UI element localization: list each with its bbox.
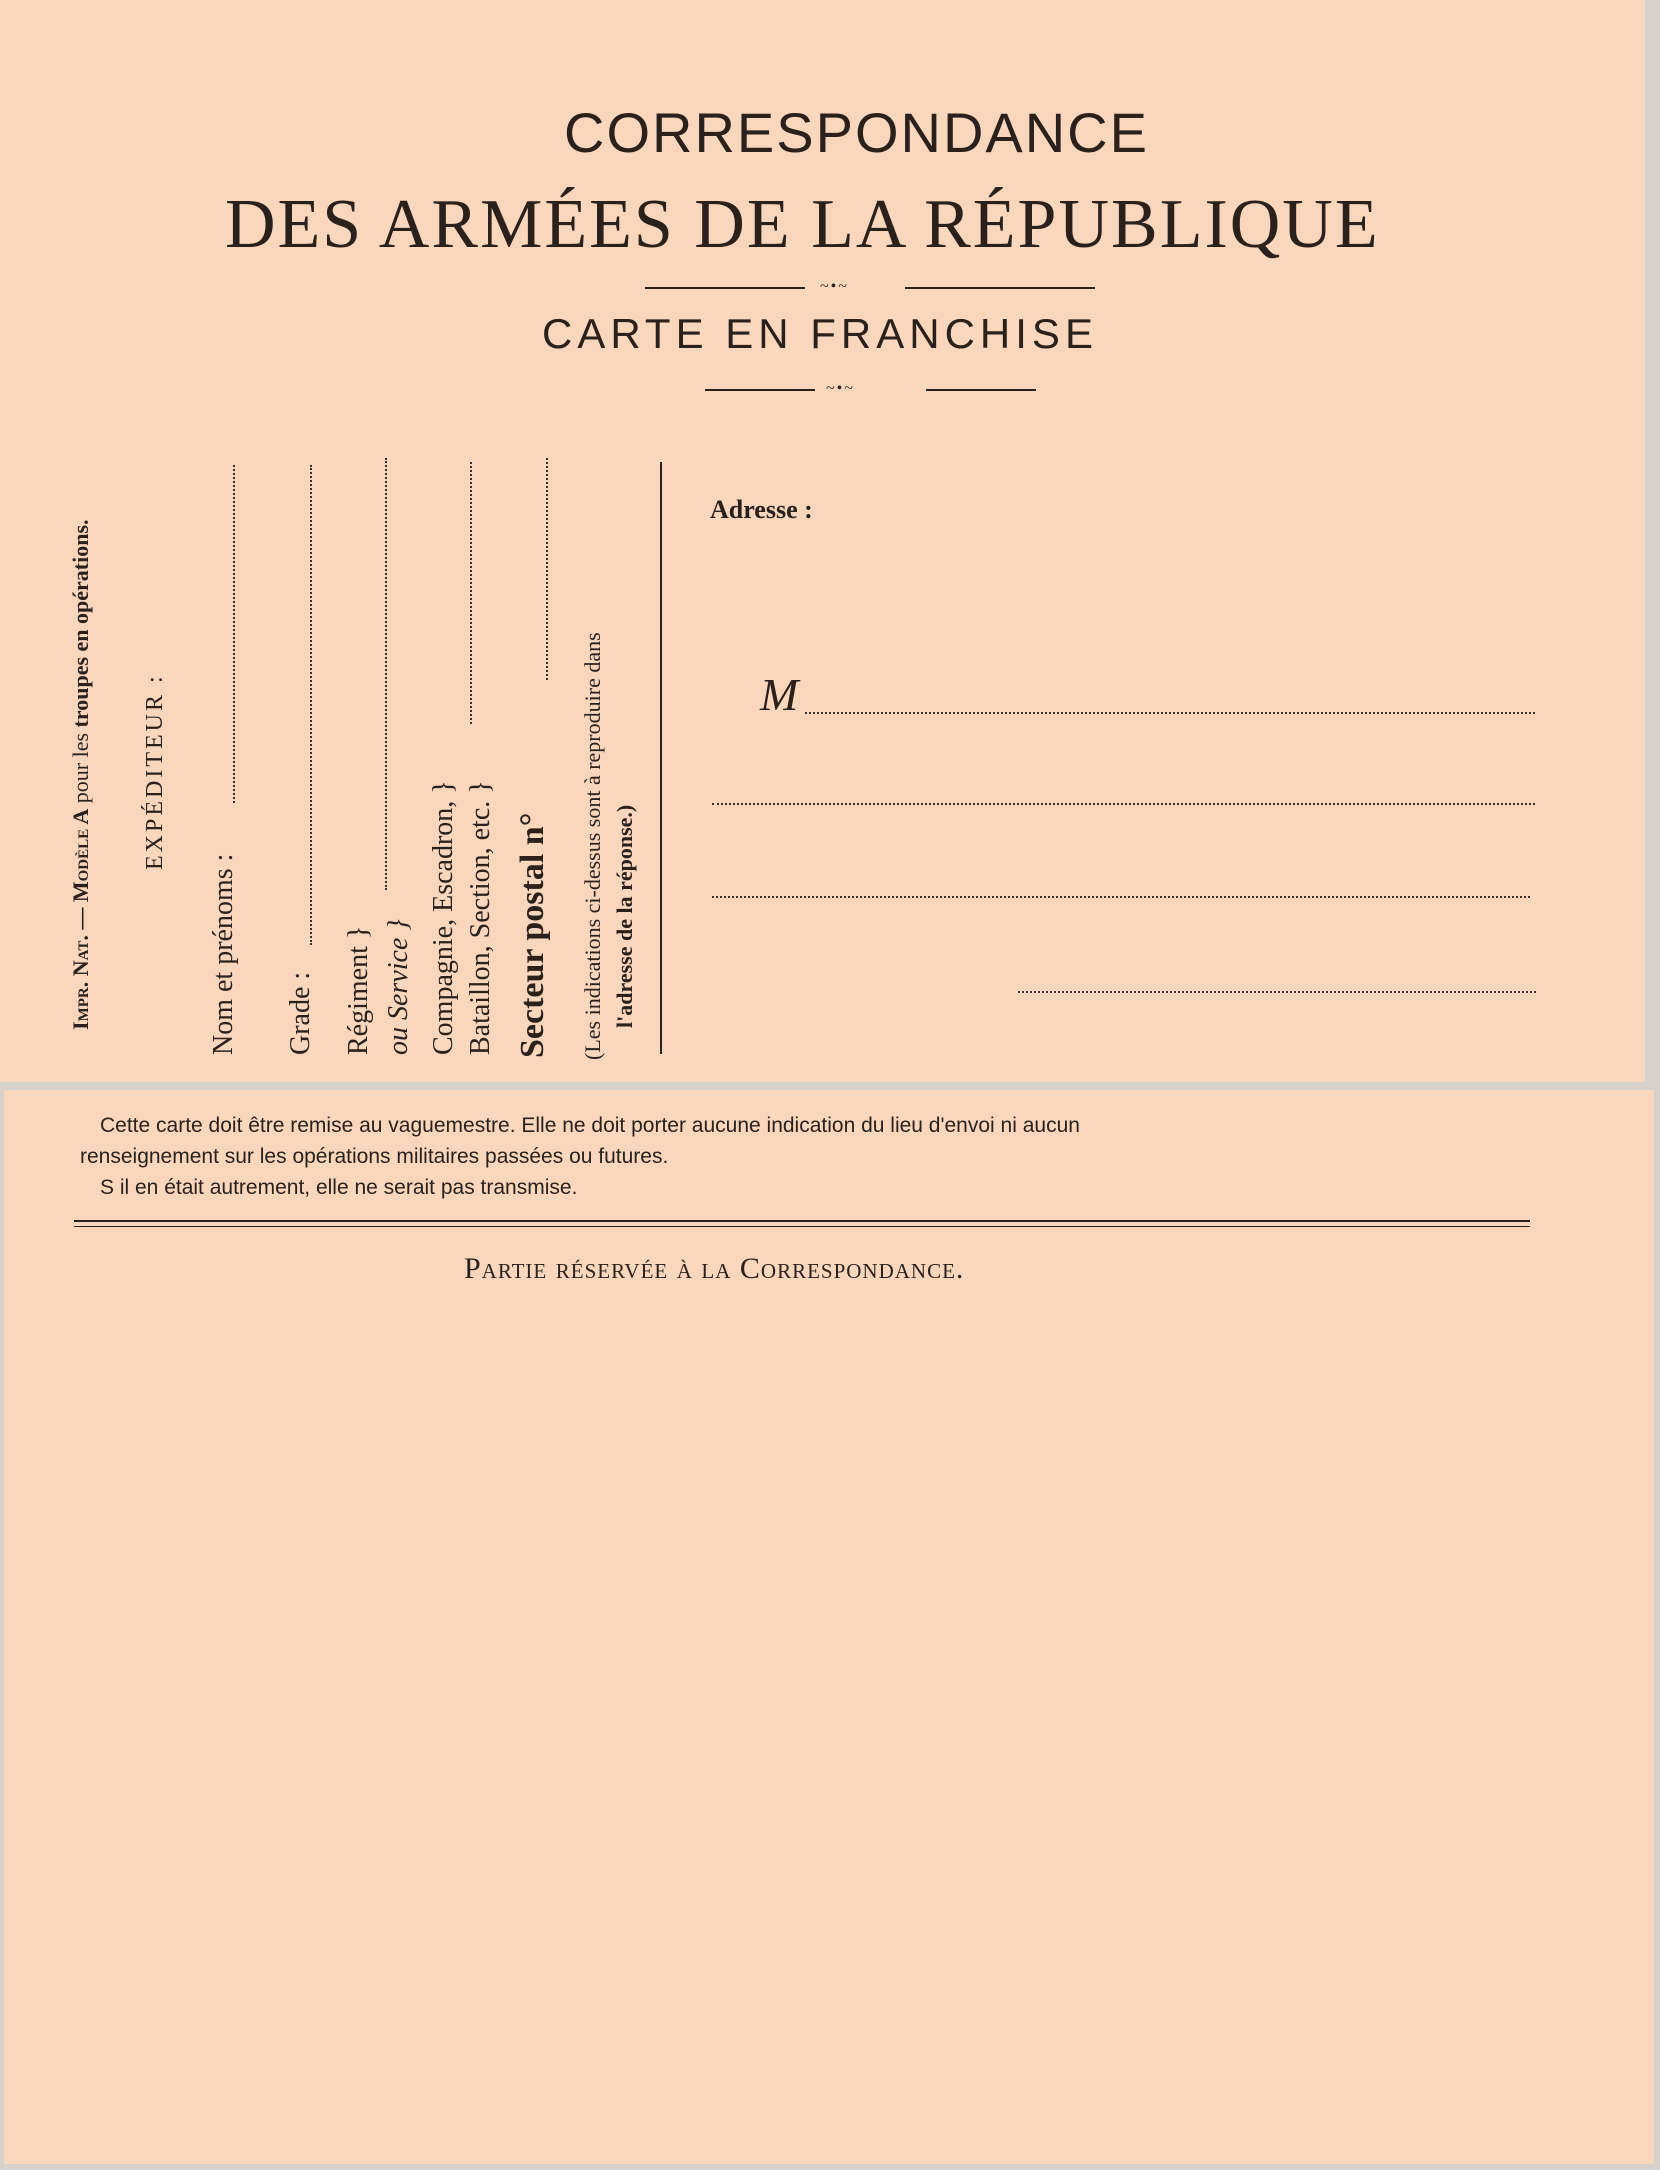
field-company-line <box>470 462 472 724</box>
field-grade-label: Grade : <box>285 971 316 1055</box>
field-grade-line <box>310 465 312 945</box>
imprint-end: troupes en opérations. <box>68 519 93 728</box>
postcard-back <box>4 1090 1654 2164</box>
notice-line2: renseignement sur les opérations militaires passées ou futures. <box>80 1145 669 1168</box>
field-name-line <box>233 465 235 803</box>
divider-rule <box>74 1220 1530 1222</box>
side-imprint <box>68 519 94 1030</box>
address-line-4 <box>1018 991 1536 993</box>
imprint-mid: pour les <box>68 732 93 804</box>
divider-rule <box>926 389 1036 391</box>
address-line-3 <box>712 896 1530 898</box>
address-line-1 <box>805 712 1535 714</box>
field-postal-sector-label: Secteur postal n° <box>514 812 551 1058</box>
divider-rule <box>74 1226 1530 1227</box>
field-regiment-label: Régiment } <box>343 925 374 1055</box>
notice-line3: S il en était autrement, elle ne serait pas transmise. <box>100 1176 578 1199</box>
reply-note-line1: (Les indications ci-dessus sont à reproduire dans <box>580 632 605 1060</box>
correspondence-section-label: Partie réservée à la Correspondance. <box>464 1252 965 1285</box>
ornament: ~•~ <box>820 278 849 295</box>
reply-note-line2: l'adresse de la réponse.) <box>612 804 637 1028</box>
subtitle: CARTE EN FRANCHISE <box>542 310 1098 357</box>
title-line1: CORRESPONDANCE <box>564 101 1149 164</box>
address-line-2 <box>712 803 1535 805</box>
notice-line1: Cette carte doit être remise au vaguemestre. Elle ne doit porter aucune indication du lieu d'envoi ni aucun <box>100 1114 1080 1137</box>
divider-rule <box>705 389 815 391</box>
field-service-label: ou Service } <box>383 919 414 1055</box>
address-label: Adresse : <box>710 495 813 524</box>
title-line2: DES ARMÉES DE LA RÉPUBLIQUE <box>225 186 1380 263</box>
vertical-separator <box>660 462 662 1054</box>
ornament: ~•~ <box>826 380 855 397</box>
divider-rule <box>905 287 1095 289</box>
divider-rule <box>645 287 805 289</box>
field-company-label: Compagnie, Escadron, } <box>428 780 459 1055</box>
field-postal-sector-line <box>546 458 548 680</box>
imprint-prefix: Impr. Nat. — Modèle A <box>68 808 93 1030</box>
field-regiment-line <box>385 458 387 890</box>
postcard-front <box>0 0 1645 1082</box>
field-name-label: Nom et prénoms : <box>208 853 239 1055</box>
sender-heading: EXPÉDITEUR : <box>142 673 168 870</box>
address-prefix: M <box>760 669 799 720</box>
field-battalion-label: Bataillon, Section, etc. } <box>465 780 496 1055</box>
